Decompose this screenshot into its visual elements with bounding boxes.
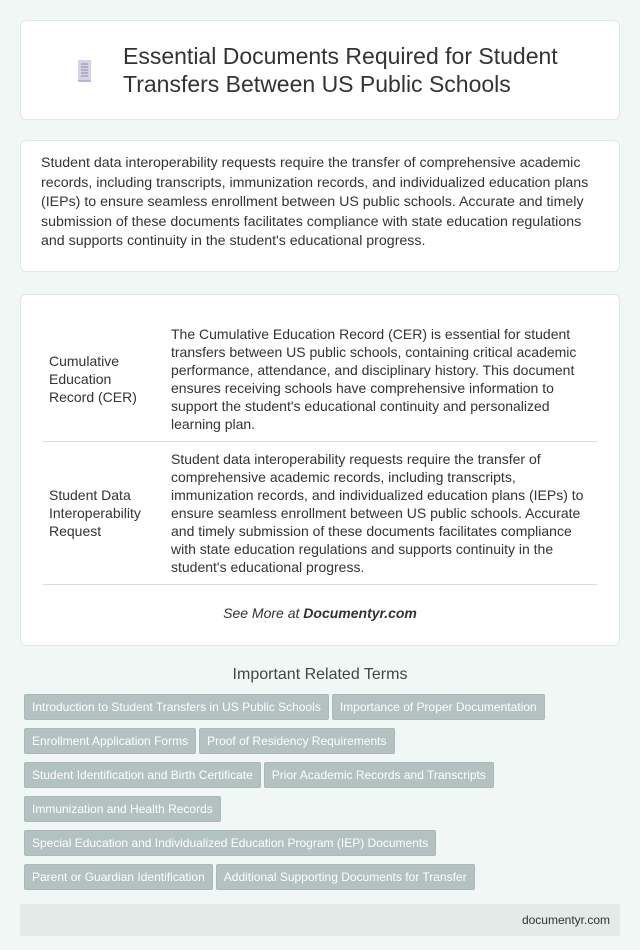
documents-table	[43, 317, 597, 585]
document-icon	[75, 59, 95, 81]
related-terms-title: Important Related Terms	[232, 666, 408, 683]
related-term-tag[interactable]: Prior Academic Records and Transcripts	[264, 762, 494, 788]
related-term-tag[interactable]: Importance of Proper Documentation	[332, 694, 545, 720]
related-term-tag[interactable]: Special Education and Individualized Education Program (IEP) Documents	[24, 830, 436, 856]
table-row	[43, 442, 597, 585]
term-cell: Cumulative Education Record (CER)	[43, 317, 165, 442]
related-term-tag[interactable]: Immunization and Health Records	[24, 796, 221, 822]
see-more-link[interactable]: See More at Documentyr.com	[223, 605, 417, 621]
term-cell: Student Data Interoperability Request	[43, 442, 165, 585]
footer	[20, 904, 620, 936]
header-card	[20, 20, 620, 120]
page-title: Essential Documents Required for Student Transfers Between US Public Schools	[123, 43, 558, 97]
related-term-tag[interactable]: Additional Supporting Documents for Transfer	[216, 864, 475, 890]
summary-text: Student data interoperability requests require the transfer of comprehensive academic records, including transcripts, immunization records, and individualized education plans (IEPs) to ensure seamless enrollment between US public schools. Accurate and timely submission of these documents facilitates compliance with state education regulations and supports continuity in the student's educational progress.	[20, 140, 620, 272]
related-term-tag[interactable]: Introduction to Student Transfers in US Public Schools	[24, 694, 329, 720]
table-row	[43, 317, 597, 442]
footer-site: documentyr.com	[521, 913, 610, 927]
related-term-tag[interactable]: Proof of Residency Requirements	[199, 728, 394, 754]
related-term-tag[interactable]: Student Identification and Birth Certificate	[24, 762, 261, 788]
related-term-tag[interactable]: Enrollment Application Forms	[24, 728, 196, 754]
related-term-tag[interactable]: Parent or Guardian Identification	[24, 864, 213, 890]
description-cell: The Cumulative Education Record (CER) is essential for student transfers between US public schools, containing critical academic performance, attendance, and disciplinary history. This document ensures receiving schools have comprehensive information to support the student's educational continuity and personalized learning plan.	[165, 317, 597, 442]
description-cell: Student data interoperability requests require the transfer of comprehensive academic records, including transcripts, immunization records, and individualized education plans (IEPs) to ensure seamless enrollment between US public schools. Accurate and timely submission of these documents facilitates compliance with state education regulations and supports continuity in the student's educational progress.	[165, 442, 597, 585]
documents-table-card	[20, 294, 620, 646]
related-terms-list	[20, 694, 620, 898]
